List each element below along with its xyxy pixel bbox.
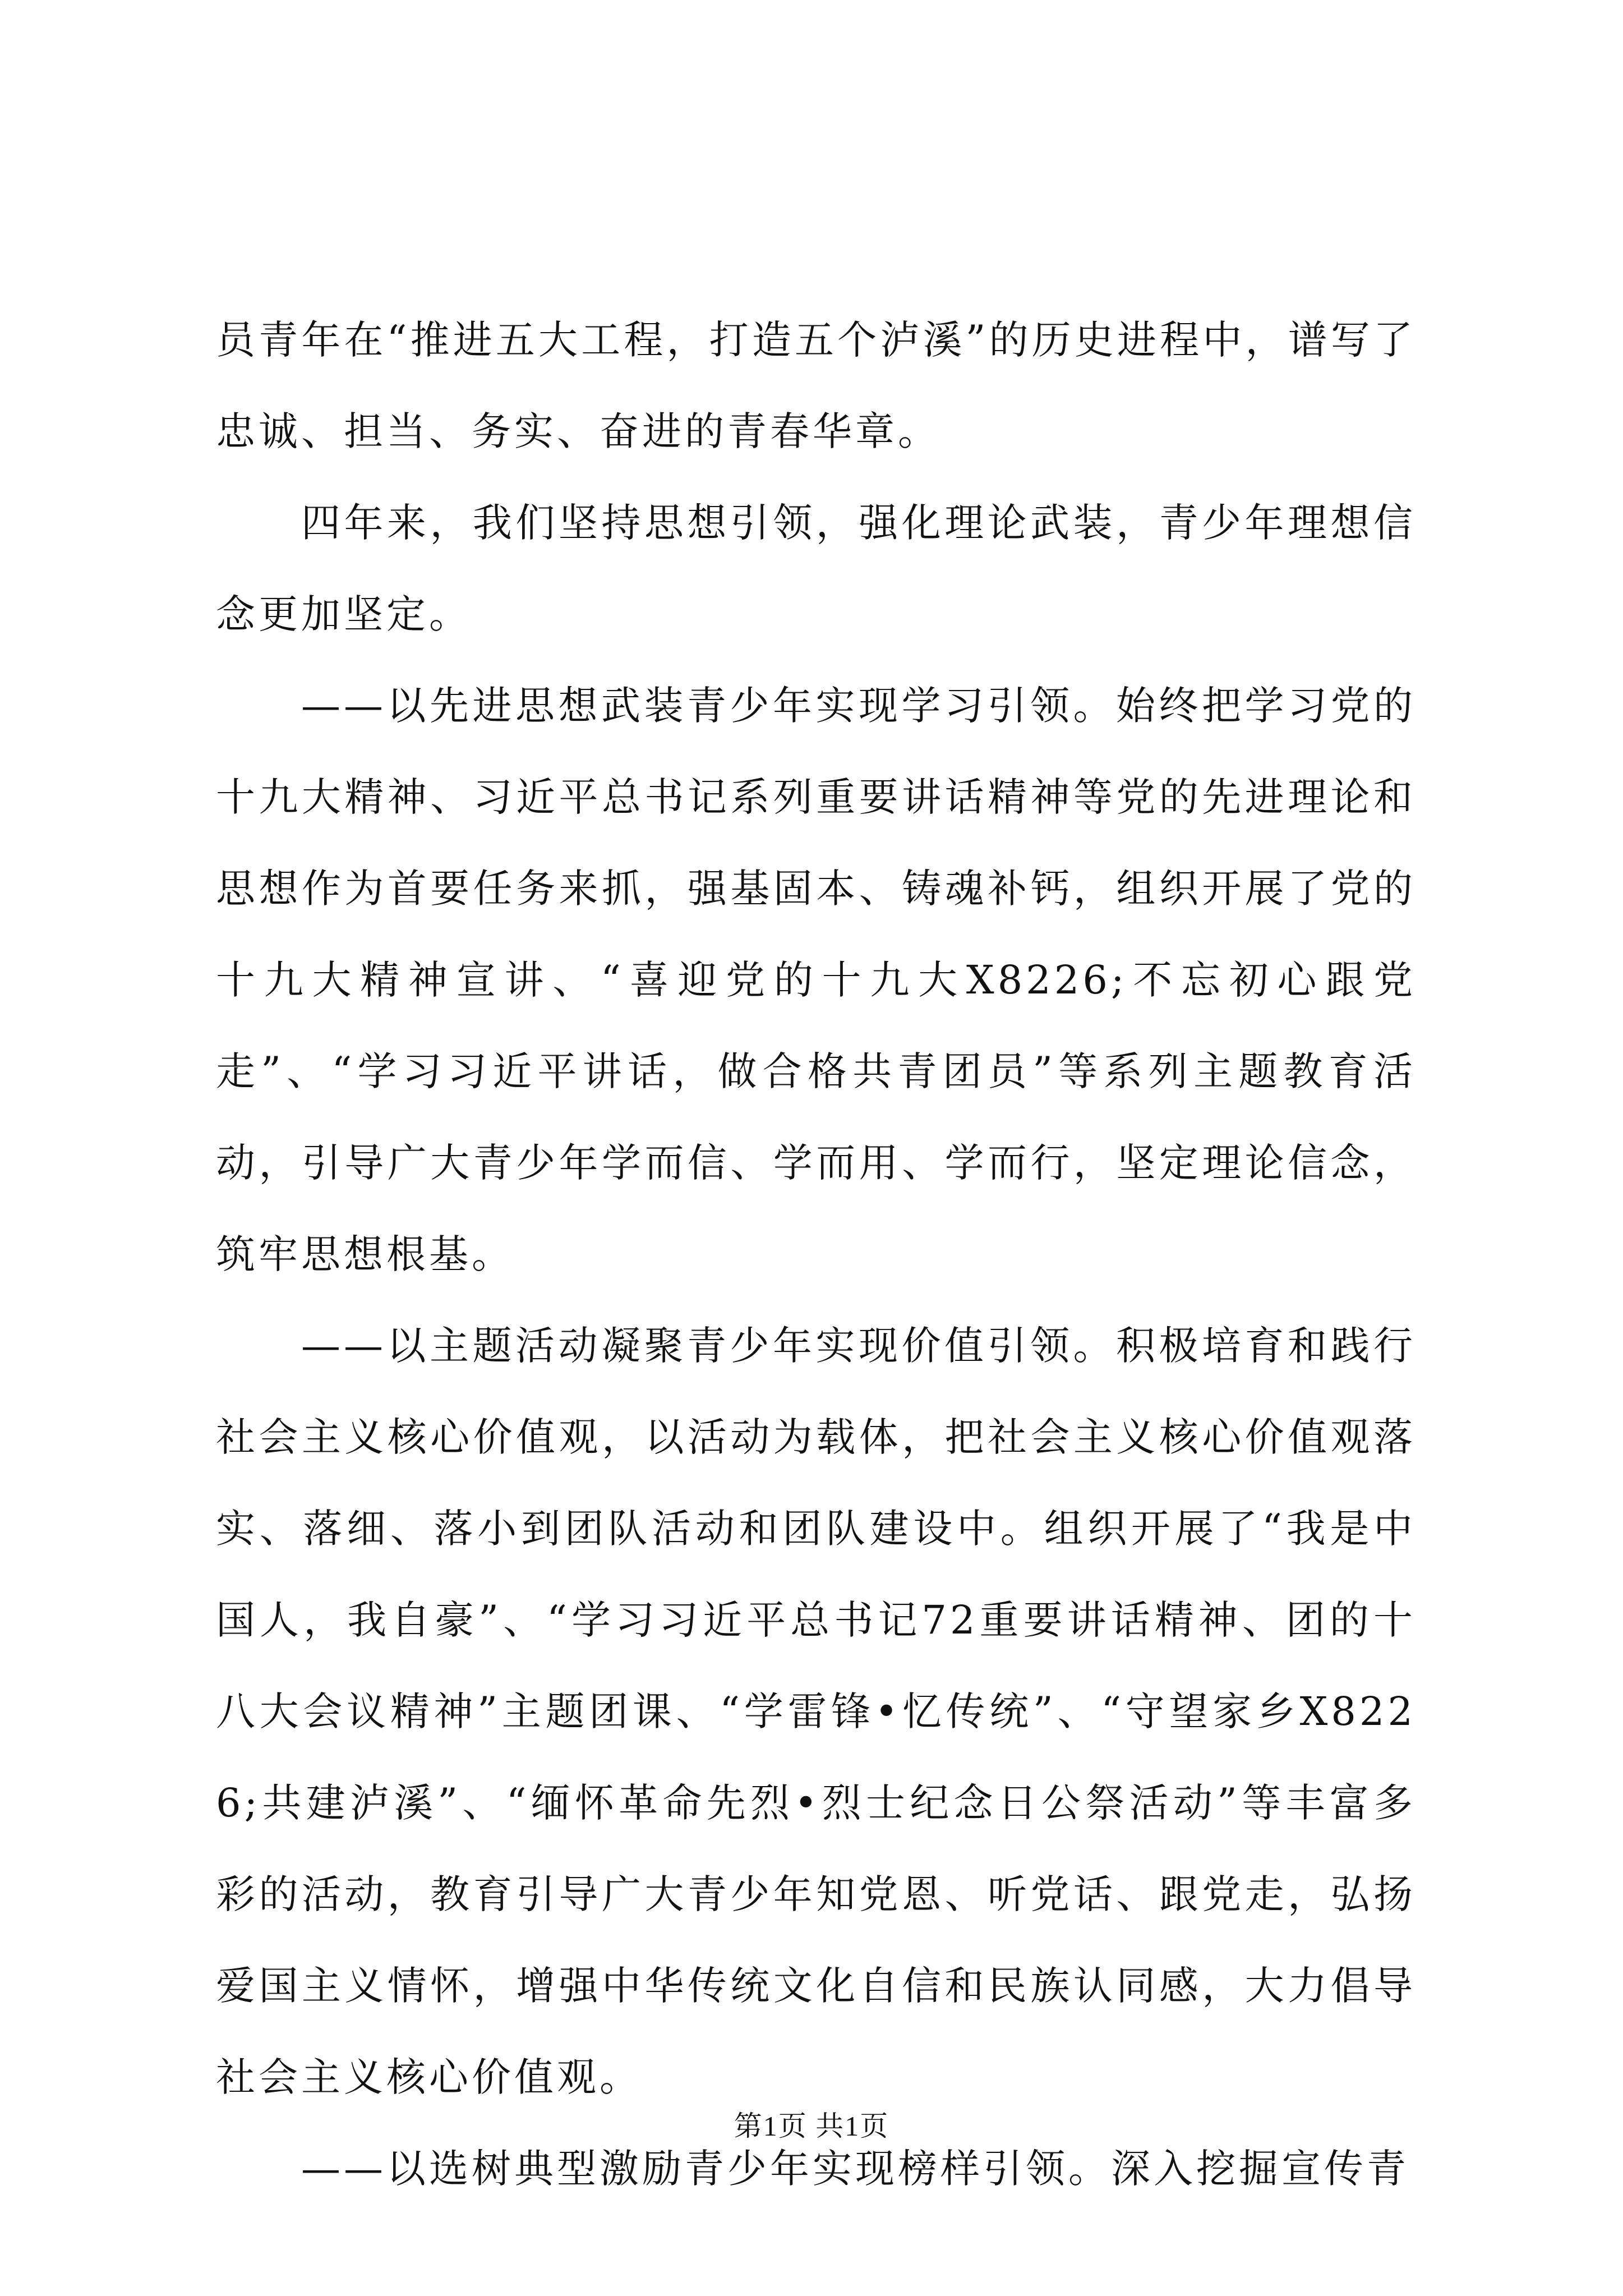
- paragraph-value-guidance: ——以主题活动凝聚青少年实现价值引领。积极培育和践行社会主义核心价值观，以活动为载体，把社会主义核心价值观落实、落细、落小到团队活动和团队建设中。组织开展了“我是中国人，我自豪”、“学习习近平总书记72重要讲话精神、团的十八大会议精神”主题团课、“学雷锋•忆传统”、“守望家乡X8226;共建泸溪”、“缅怀革命先烈•烈士纪念日公祭活动”等丰富多彩的活动，教育引导广大青少年知党恩、听党话、跟党走，弘扬爱国主义情怀，增强中华传统文化自信和民族认同感，大力倡导社会主义核心价值观。: [216, 1323, 1416, 2100]
- document-body: [216, 295, 1416, 2215]
- paragraph-summary: 四年来，我们坚持思想引领，强化理论武装，青少年理想信念更加坚定。: [216, 500, 1416, 637]
- paragraph-study-guidance: ——以先进思想武装青少年实现学习引领。始终把学习党的十九大精神、习近平总书记系列重要讲话精神等党的先进理论和思想作为首要任务来抓，强基固本、铸魂补钙，组织开展了党的十九大精神宣讲、“喜迎党的十九大X8226;不忘初心跟党走”、“学习习近平讲话，做合格共青团员”等系列主题教育活动，引导广大青少年学而信、学而用、学而行，坚定理论信念，筑牢思想根基。: [216, 683, 1416, 1277]
- paragraph-role-model-guidance: ——以选树典型激励青少年实现榜样引领。深入挖掘宣传青: [301, 2146, 1409, 2192]
- page-footer: 第1页 共1页: [734, 2110, 889, 2142]
- paragraph-continuation: 员青年在“推进五大工程，打造五个泸溪”的历史进程中，谱写了忠诚、担当、务实、奋进的青春华章。: [216, 317, 1416, 454]
